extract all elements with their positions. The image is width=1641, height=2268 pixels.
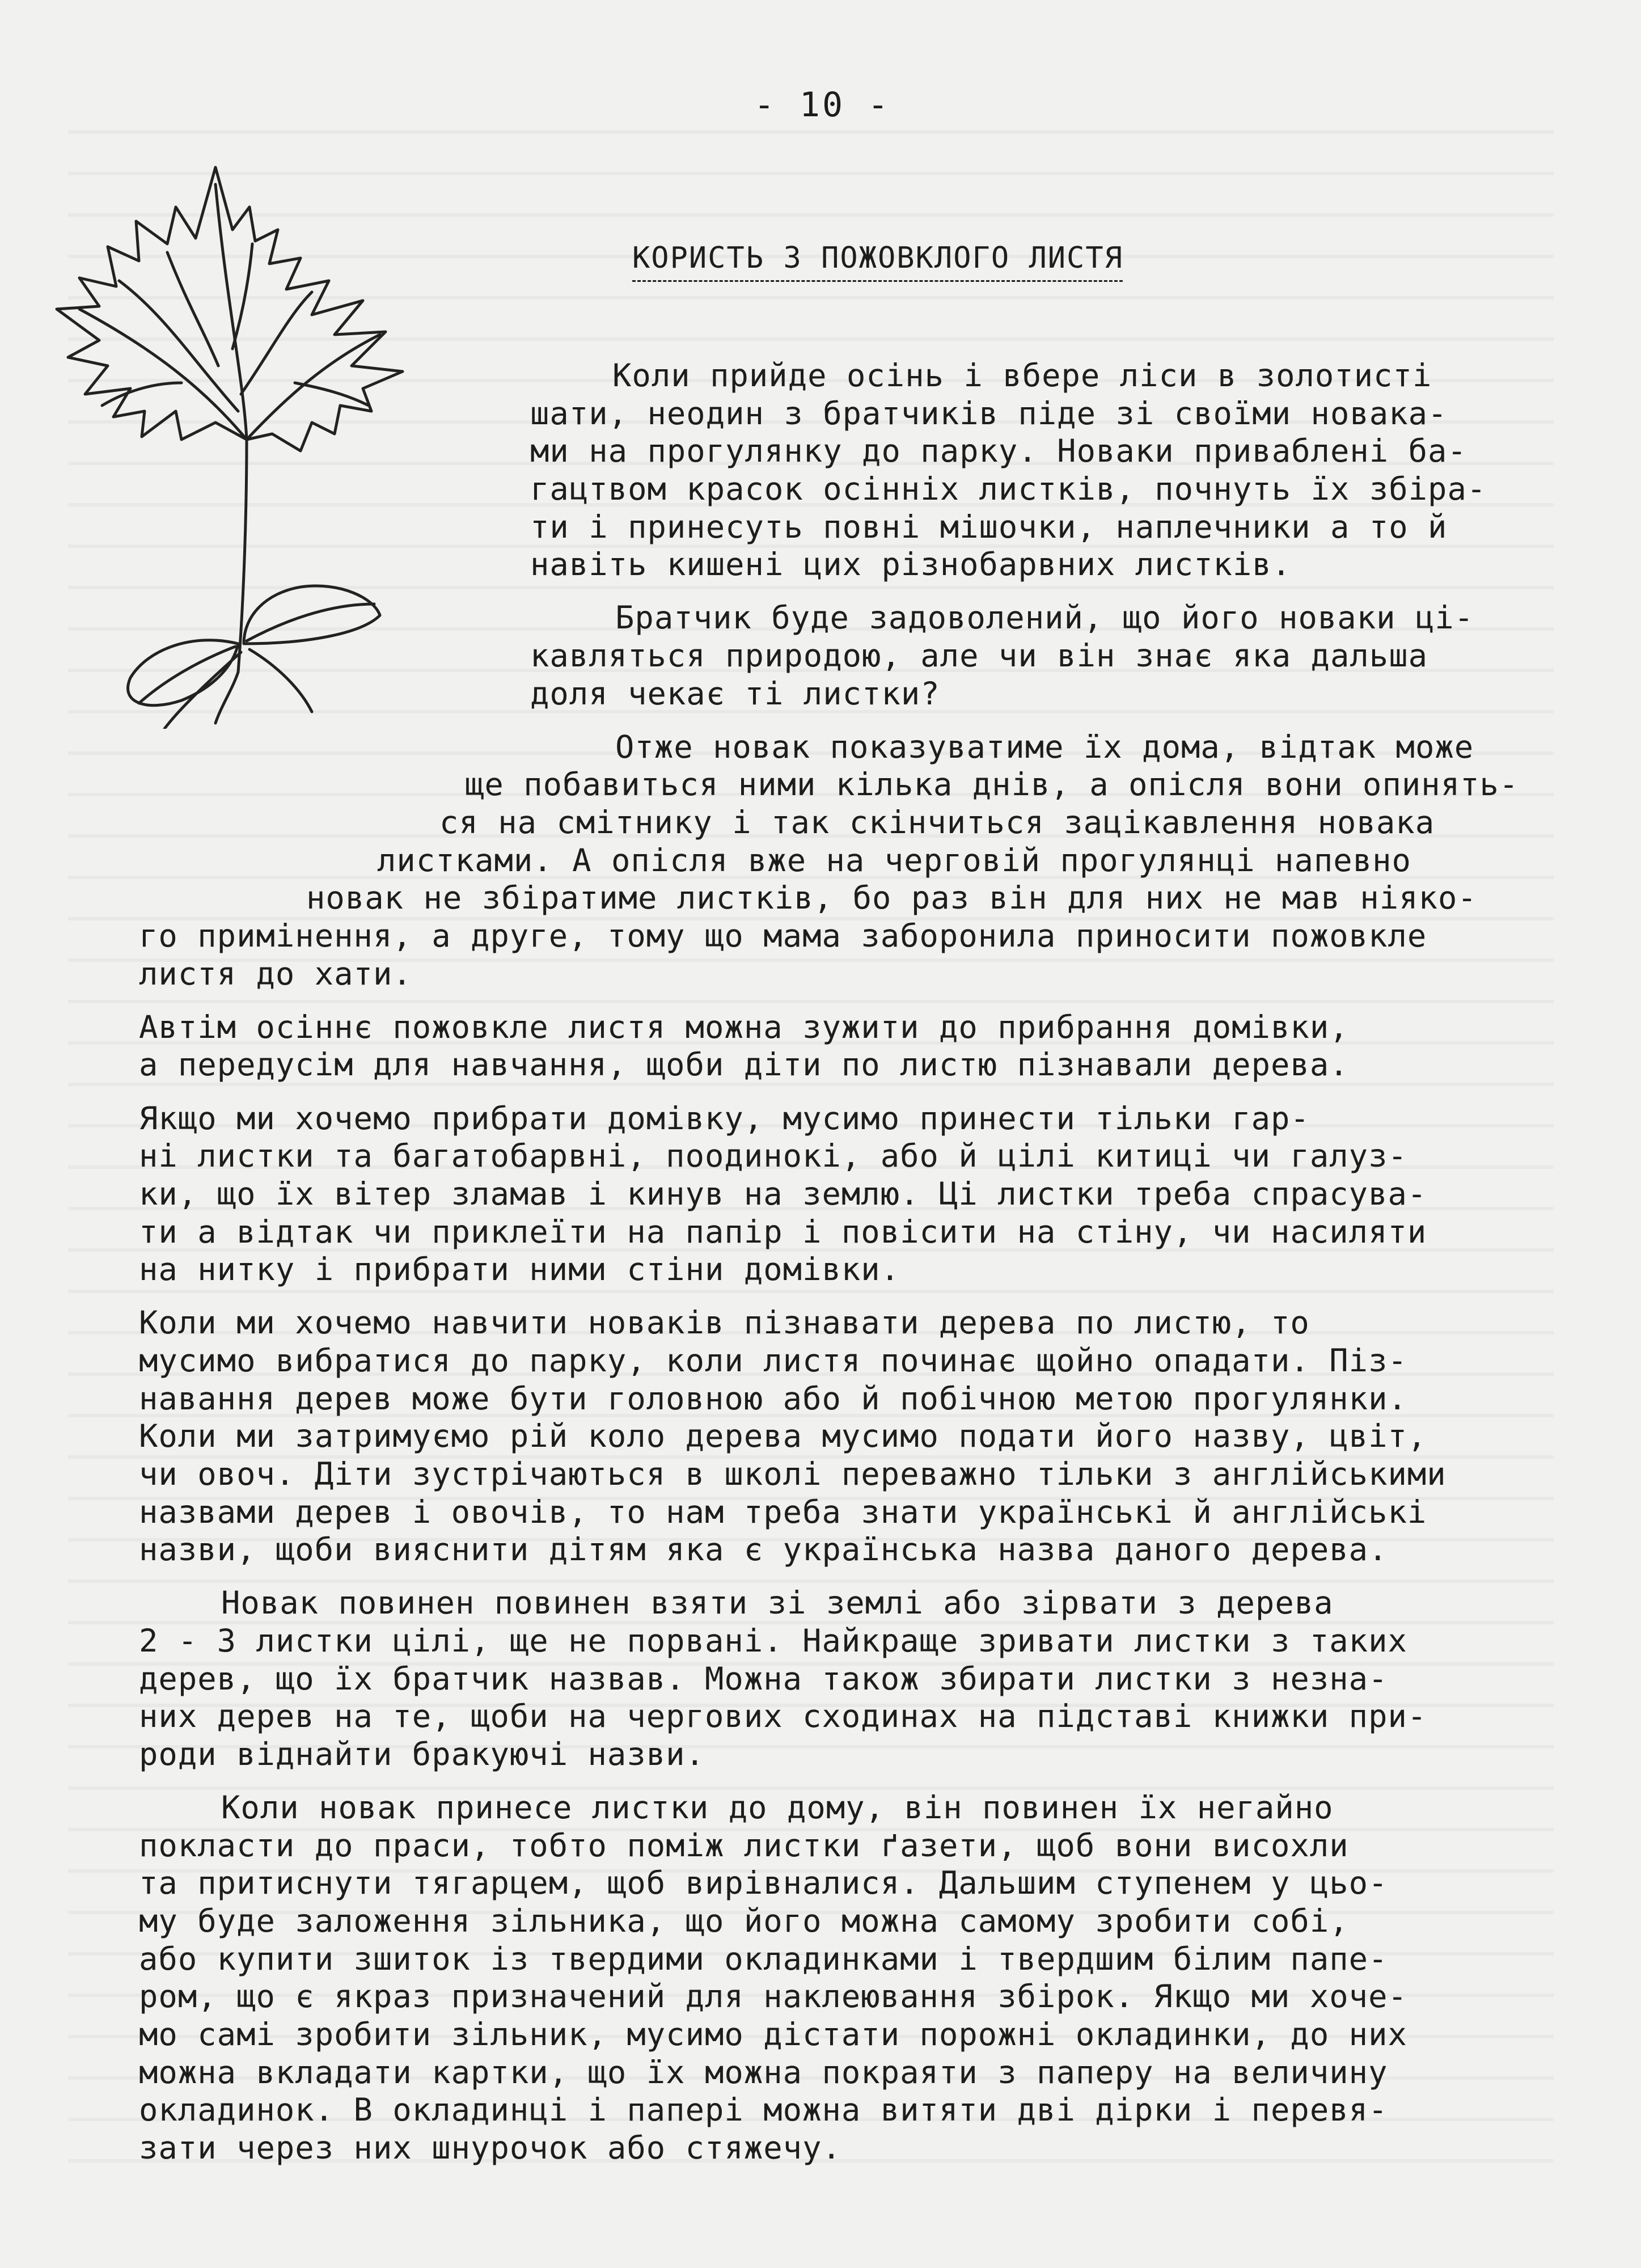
- leaf-vein-right-2: [241, 292, 312, 394]
- text-line: мусимо вибратися до парку, коли листя починає щойно опадати. Піз-: [139, 1342, 1407, 1379]
- text-line: ром, що є якраз призначений для наклеювання збірок. Якщо ми хоче-: [139, 1978, 1407, 2016]
- text-line: можна вкладати картки, що їх можна покраяти з паперу на величину: [139, 2054, 1388, 2091]
- text-line: шати, неодин з братчиків піде зі своїми новака-: [530, 395, 1448, 432]
- text-line: назви, щоби вияснити дітям яка є українська назва даного дерева.: [139, 1531, 1388, 1569]
- text-line: Коли ми хочемо навчити новаків пізнавати дерева по листю, то: [139, 1304, 1310, 1342]
- text-line: го примінення, а друге, тому що мама заборонила приносити пожовкле: [139, 918, 1427, 955]
- text-line: ти і принесуть повні мішочки, наплечники а то й: [530, 508, 1448, 546]
- text-line: ні листки та багатобарвні, поодинокі, або й цілі китиці чи галуз-: [139, 1138, 1407, 1175]
- seed-stem: [215, 672, 238, 723]
- text-line: назвами дерев і овочів, то нам треба знати українські й англійські: [139, 1493, 1427, 1531]
- seed-wing-2-vein: [247, 604, 374, 641]
- page-number: - 10 -: [754, 85, 891, 125]
- text-line: листками. А опісля вже на черговій прогулянці напевно: [377, 842, 1411, 879]
- leaf-vein-small-4: [295, 383, 369, 406]
- text-line: листя до хати.: [139, 955, 412, 992]
- text-line: ки, що їх вітер зламав і кинув на землю. Ці листки треба спрасува-: [139, 1175, 1427, 1213]
- leaf-vein-small-2: [232, 244, 252, 349]
- text-line: роди віднайти бракуючі назви.: [139, 1735, 705, 1773]
- text-line: кавляться природою, але чи він знає яка дальша: [530, 637, 1428, 675]
- text-line: а передусім для навчання, щоби діти по листю пізнавали дерева.: [139, 1046, 1349, 1084]
- text-line: покласти до праси, тобто поміж листки ґазети, щоб вони висохли: [139, 1827, 1349, 1864]
- text-line: Коли ми затримуємо рій коло дерева мусимо подати його назву, цвіт,: [139, 1418, 1427, 1455]
- article-title: КОРИСТЬ З ПОЖОВКЛОГО ЛИСТЯ: [632, 241, 1123, 275]
- text-line: му буде заложення зільника, що його можна самому зробити собі,: [139, 1903, 1349, 1940]
- text-line: ми на прогулянку до парку. Новаки приваблені ба-: [530, 433, 1467, 470]
- leaf-vein-main: [215, 184, 247, 672]
- leaf-vein-small-3: [102, 383, 181, 406]
- text-line: Автім осіннє пожовкле листя можна зужити до прибрання домівки,: [139, 1008, 1349, 1046]
- text-line: Новак повинен повинен взяти зі землі або зірвати з дерева: [221, 1585, 1334, 1622]
- text-line: Якщо ми хочемо прибрати домівку, мусимо принести тільки гар-: [139, 1100, 1310, 1137]
- text-line: дерев, що їх братчик назвав. Можна також збирати листки з незна-: [139, 1660, 1388, 1697]
- text-line: окладинок. В окладинці і папері можна витяти дві дірки і перевя-: [139, 2092, 1388, 2129]
- maple-leaf-illustration: [45, 145, 476, 729]
- leaf-vein-left-2: [119, 281, 238, 411]
- text-line: мо самі зробити зільник, мусимо дістати порожні окладинки, до них: [139, 2016, 1407, 2053]
- text-line: навання дерев може бути головною або й побічною метою прогулянки.: [139, 1380, 1407, 1417]
- text-line: них дерев на те, щоби на чергових сходинах на підставі книжки при-: [139, 1698, 1427, 1735]
- text-line: на нитку і прибрати ними стіни домівки.: [139, 1251, 900, 1289]
- text-line: навіть кишені цих різнобарвних листків.: [530, 546, 1292, 584]
- text-line: доля чекає ті листки?: [530, 675, 940, 712]
- text-line: або купити зшиток із твердими окладинками і твердшим білим папе-: [139, 1940, 1388, 1978]
- text-line: ся на смітнику і так скінчиться зацікавлення новака: [439, 804, 1435, 842]
- text-line: та притиснути тягарцем, щоб вирівналися. Дальшим ступенем у цьо-: [139, 1865, 1388, 1902]
- text-line: ти а відтак чи приклеїти на папір і повісити на стіну, чи насиляти: [139, 1213, 1427, 1251]
- leaf-vein-small-1: [167, 252, 218, 366]
- text-line: новак не збіратиме листків, бо раз він для них не мав ніяко-: [306, 880, 1477, 917]
- text-line: 2 - 3 листки цілі, ще не порвані. Найкраще зривати листки з таких: [139, 1622, 1407, 1659]
- text-line: чи овоч. Діти зустрічаються в школі переважно тільки з англійськими: [139, 1455, 1447, 1493]
- text-line: Отже новак показуватиме їх дома, відтак може: [615, 728, 1474, 766]
- text-line: Коли прийде осінь і вбере ліси в золотисті: [612, 357, 1432, 394]
- text-line: ще побавиться ними кілька днів, а опісля вони опинять-: [465, 766, 1519, 804]
- seed-wing-4: [249, 649, 312, 712]
- text-line: Братчик буде задоволений, що його новаки ці-: [615, 599, 1474, 637]
- text-line: зати через них шнурочок або стяжечу.: [139, 2130, 841, 2166]
- text-line: гацтвом красок осінніх листків, почнуть їх збіра-: [530, 470, 1487, 508]
- text-line: Коли новак принесе листки до дому, він повинен їх негайно: [221, 1789, 1334, 1827]
